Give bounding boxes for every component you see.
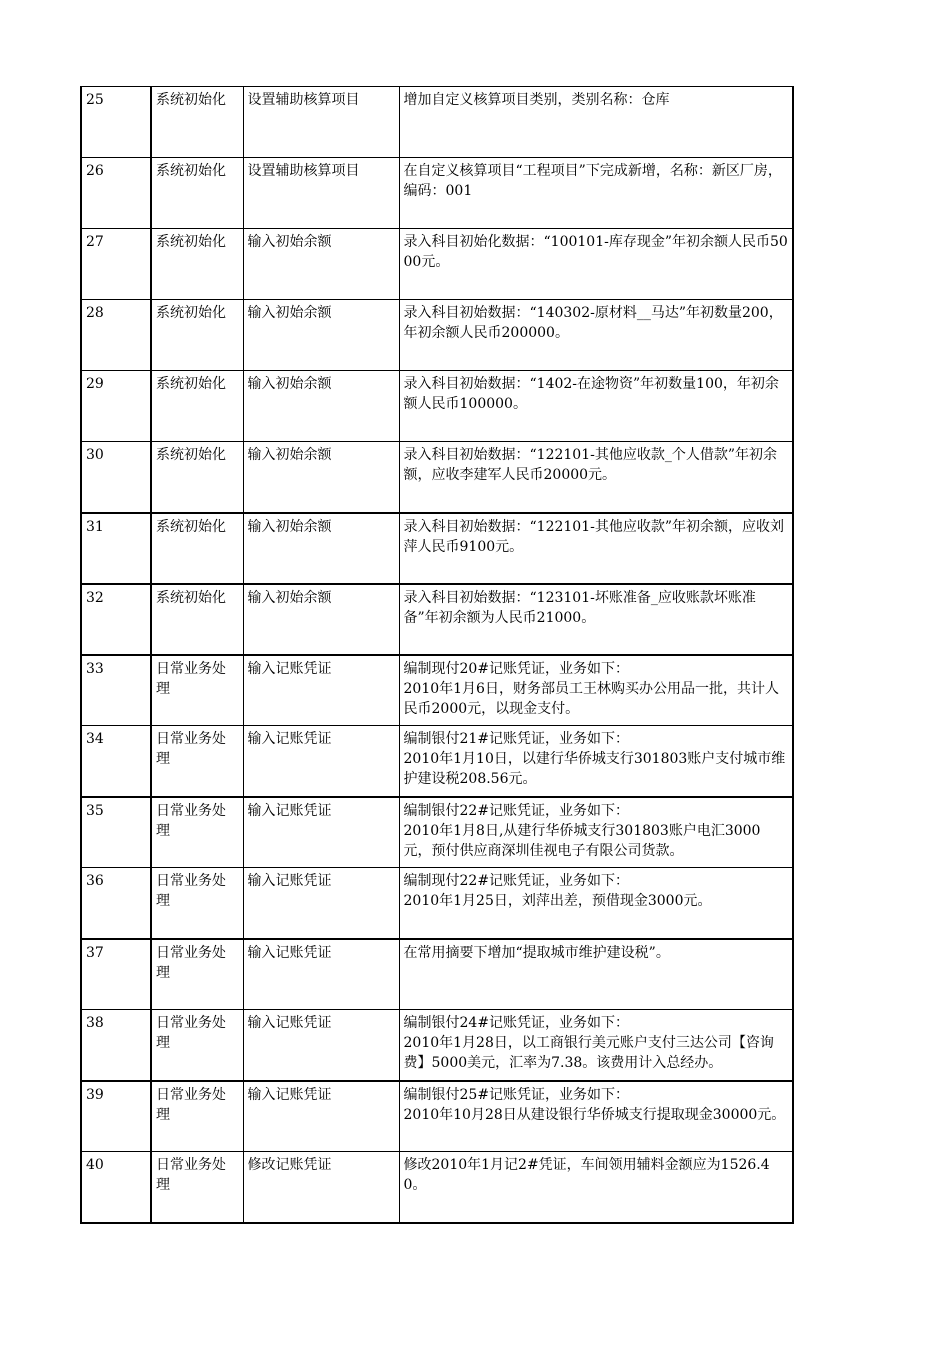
task-cell: 输入记账凭证 xyxy=(243,868,399,939)
description-cell: 录入科目初始数据：“122101-其他应收款_个人借款”年初余额，应收李建军人民币20000元。 xyxy=(399,442,793,513)
row-number: 37 xyxy=(81,939,151,1010)
module-cell: 日常业务处理 xyxy=(151,726,243,797)
table-row xyxy=(81,513,793,584)
description-cell: 编制银付22#记账凭证，业务如下： 2010年1月8日,从建行华侨城支行301803账户电汇3000元，预付供应商深圳佳视电子有限公司货款。 xyxy=(399,797,793,868)
task-cell: 输入初始余额 xyxy=(243,371,399,442)
task-cell: 设置辅助核算项目 xyxy=(243,158,399,229)
module-cell: 日常业务处理 xyxy=(151,1152,243,1223)
description-cell: 修改2010年1月记2#凭证，车间领用辅料金额应为1526.40。 xyxy=(399,1152,793,1223)
table-row xyxy=(81,158,793,229)
row-number: 32 xyxy=(81,584,151,655)
row-number: 34 xyxy=(81,726,151,797)
row-number: 33 xyxy=(81,655,151,726)
description-cell: 增加自定义核算项目类别，类别名称：仓库 xyxy=(399,87,793,158)
description-cell: 录入科目初始数据：“122101-其他应收款”年初余额，应收刘萍人民币9100元。 xyxy=(399,513,793,584)
task-cell: 输入记账凭证 xyxy=(243,655,399,726)
module-cell: 日常业务处理 xyxy=(151,939,243,1010)
table-row xyxy=(81,584,793,655)
task-cell: 输入记账凭证 xyxy=(243,939,399,1010)
task-cell: 输入初始余额 xyxy=(243,513,399,584)
task-cell: 输入记账凭证 xyxy=(243,1010,399,1081)
module-cell: 系统初始化 xyxy=(151,229,243,300)
task-cell: 输入初始余额 xyxy=(243,300,399,371)
table-row xyxy=(81,1152,793,1223)
module-cell: 系统初始化 xyxy=(151,371,243,442)
task-cell: 输入记账凭证 xyxy=(243,726,399,797)
row-number: 25 xyxy=(81,87,151,158)
description-cell: 在常用摘要下增加“提取城市维护建设税”。 xyxy=(399,939,793,1010)
module-cell: 日常业务处理 xyxy=(151,655,243,726)
task-cell: 输入初始余额 xyxy=(243,229,399,300)
description-cell: 编制银付21#记账凭证，业务如下： 2010年1月10日，以建行华侨城支行301803账户支付城市维护建设税208.56元。 xyxy=(399,726,793,797)
module-cell: 系统初始化 xyxy=(151,158,243,229)
row-number: 26 xyxy=(81,158,151,229)
table-row xyxy=(81,868,793,939)
description-cell: 录入科目初始数据：“1402-在途物资”年初数量100，年初余额人民币100000。 xyxy=(399,371,793,442)
module-cell: 日常业务处理 xyxy=(151,868,243,939)
table-row xyxy=(81,939,793,1010)
task-cell: 修改记账凭证 xyxy=(243,1152,399,1223)
row-number: 27 xyxy=(81,229,151,300)
task-table-body xyxy=(81,87,793,1223)
table-row xyxy=(81,1081,793,1152)
task-cell: 输入初始余额 xyxy=(243,584,399,655)
row-number: 39 xyxy=(81,1081,151,1152)
task-cell: 输入记账凭证 xyxy=(243,797,399,868)
description-cell: 录入科目初始数据：“123101-坏账准备_应收账款坏账准备”年初余额为人民币21000。 xyxy=(399,584,793,655)
module-cell: 日常业务处理 xyxy=(151,1010,243,1081)
row-number: 36 xyxy=(81,868,151,939)
description-cell: 在自定义核算项目“工程项目”下完成新增，名称：新区厂房，编码：001 xyxy=(399,158,793,229)
row-number: 28 xyxy=(81,300,151,371)
task-table xyxy=(80,86,794,1224)
row-number: 29 xyxy=(81,371,151,442)
table-row xyxy=(81,87,793,158)
description-cell: 编制银付24#记账凭证，业务如下： 2010年1月28日，以工商银行美元账户支付三达公司【咨询费】5000美元，汇率为7.38。该费用计入总经办。 xyxy=(399,1010,793,1081)
module-cell: 系统初始化 xyxy=(151,513,243,584)
row-number: 30 xyxy=(81,442,151,513)
table-row xyxy=(81,300,793,371)
row-number: 35 xyxy=(81,797,151,868)
module-cell: 系统初始化 xyxy=(151,87,243,158)
description-cell: 编制现付22#记账凭证，业务如下： 2010年1月25日，刘萍出差，预借现金3000元。 xyxy=(399,868,793,939)
module-cell: 系统初始化 xyxy=(151,442,243,513)
module-cell: 日常业务处理 xyxy=(151,797,243,868)
table-row xyxy=(81,726,793,797)
table-row xyxy=(81,797,793,868)
description-cell: 录入科目初始数据：“140302-原材料__马达”年初数量200，年初余额人民币200000。 xyxy=(399,300,793,371)
table-row xyxy=(81,1010,793,1081)
task-cell: 设置辅助核算项目 xyxy=(243,87,399,158)
module-cell: 日常业务处理 xyxy=(151,1081,243,1152)
table-row xyxy=(81,655,793,726)
table-row xyxy=(81,229,793,300)
description-cell: 录入科目初始化数据：“100101-库存现金”年初余额人民币5000元。 xyxy=(399,229,793,300)
row-number: 31 xyxy=(81,513,151,584)
description-cell: 编制银付25#记账凭证，业务如下： 2010年10月28日从建设银行华侨城支行提取现金30000元。 xyxy=(399,1081,793,1152)
task-cell: 输入记账凭证 xyxy=(243,1081,399,1152)
module-cell: 系统初始化 xyxy=(151,300,243,371)
row-number: 40 xyxy=(81,1152,151,1223)
table-row xyxy=(81,371,793,442)
module-cell: 系统初始化 xyxy=(151,584,243,655)
description-cell: 编制现付20#记账凭证，业务如下： 2010年1月6日，财务部员工王林购买办公用品一批，共计人民币2000元，以现金支付。 xyxy=(399,655,793,726)
task-cell: 输入初始余额 xyxy=(243,442,399,513)
table-row xyxy=(81,442,793,513)
row-number: 38 xyxy=(81,1010,151,1081)
